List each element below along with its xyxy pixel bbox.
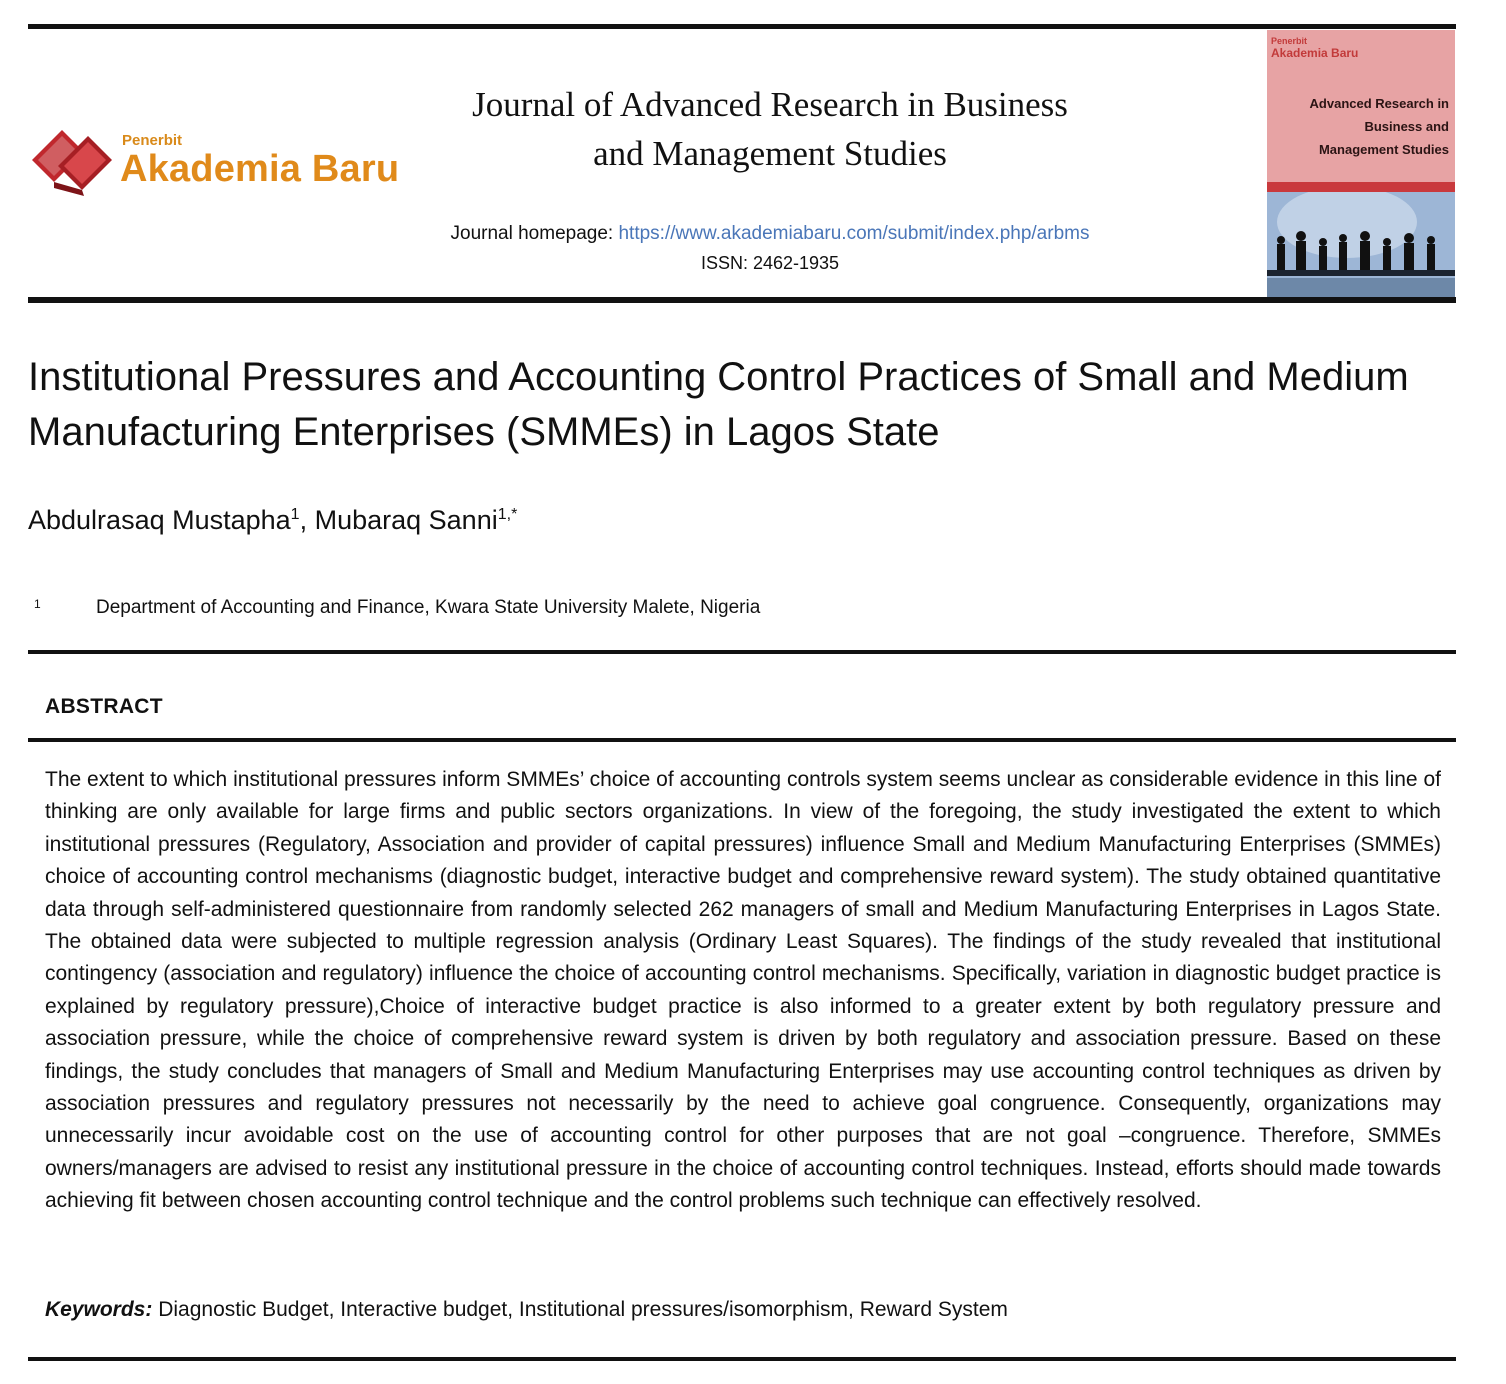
abstract-rule — [28, 738, 1456, 742]
issn: ISSN: 2462-1935 — [700, 253, 840, 273]
journal-title — [370, 80, 1170, 178]
publisher-name: Akademia Baru — [120, 148, 400, 190]
author-affiliation-marker: 1,* — [497, 506, 518, 523]
cover-publisher-logo — [1271, 36, 1358, 60]
cover-title-line1: Advanced Research in — [1309, 96, 1449, 111]
keywords-label: Keywords: — [45, 1298, 153, 1321]
article-title: Institutional Pressures and Accounting Control Practices of Small and Medium Manufacturing Enterprises (SMMEs) in Lagos State — [28, 355, 1409, 454]
publisher-logo — [28, 122, 400, 202]
journal-title-line2: and Management Studies — [593, 134, 947, 173]
cover-title-line2: Business and — [1364, 119, 1449, 134]
book-logo-icon — [28, 126, 118, 198]
cover-title-line3: Management Studies — [1318, 142, 1449, 157]
author-separator: , — [299, 505, 315, 535]
bottom-rule — [28, 1357, 1456, 1361]
header-bottom-rule — [28, 297, 1456, 303]
cover-people-silhouette-icon — [1267, 192, 1455, 298]
author-affiliation-marker: 1 — [290, 506, 300, 523]
abstract-heading: ABSTRACT — [45, 695, 163, 718]
journal-cover-thumbnail — [1267, 30, 1455, 298]
author-name: Mubaraq Sanni — [314, 505, 498, 535]
cover-publisher-name: Akademia Baru — [1271, 46, 1359, 60]
affiliation: Department of Accounting and Finance, Kwara State University Malete, Nigeria — [96, 597, 761, 618]
homepage-label: Journal homepage: — [450, 223, 619, 244]
journal-title-line1: Journal of Advanced Research in Business — [472, 85, 1068, 124]
cover-title — [1310, 92, 1449, 161]
author-list — [28, 505, 517, 536]
affiliation-number: 1 — [34, 597, 41, 611]
publisher-small-label: Penerbit — [122, 132, 183, 149]
keywords — [45, 1298, 1008, 1322]
keywords-list: Diagnostic Budget, Interactive budget, Institutional pressures/isomorphism, Reward System — [152, 1298, 1008, 1321]
cover-image-panel — [1267, 192, 1455, 298]
cover-publisher-small: Penerbit — [1271, 36, 1308, 46]
top-rule — [28, 24, 1456, 29]
cover-stripe — [1267, 182, 1455, 192]
abstract-text: The extent to which institutional pressures inform SMMEs’ choice of accounting controls system seems unclear as considerable evidence in this line of thinking are only available for large firms and public sectors organizations. In view of the foregoing, the study investigated the extent to which institutional pressures (Regulatory, Association and provider of capital pressures) influence Small and Medium Manufacturing Enterprises (SMMEs) choice of accounting control mechanisms (diagnostic budget, interactive budget and comprehensive reward system). The study obtained quantitative data through self-administered questionnaire from randomly selected 262 managers of small and Medium Manufacturing Enterprises in Lagos State. The obtained data were subjected to multiple regression analysis (Ordinary Least Squares). The findings of the study revealed that institutional contingency (association and regulatory) influence the choice of accounting control mechanisms. Specifically, variation in diagnostic budget practice is explained by regulatory pressure),Choice of interactive budget practice is also informed to a greater extent by both regulatory pressure and association pressure, while the choice of comprehensive reward system is driven by both regulatory and association pressure. Based on these findings, the study concludes that managers of Small and Medium Manufacturing Enterprises may use accounting control techniques as driven by association pressures and regulatory pressures not necessarily by the need to achieve goal congruence. Consequently, organizations may unnecessarily incur avoidable cost on the use of accounting control for other purposes that are not goal –congruence. Therefore, SMMEs owners/managers are advised to resist any institutional pressure in the choice of accounting control techniques. Instead, efforts should made towards achieving fit between chosen accounting control technique and the control problems such technique can effectively resolved. — [45, 768, 1441, 1213]
homepage-link[interactable]: https://www.akademiabaru.com/submit/index.php/arbms — [618, 223, 1090, 244]
affiliation-rule — [28, 650, 1456, 654]
author-name: Abdulrasaq Mustapha — [28, 505, 291, 535]
journal-homepage — [370, 223, 1170, 245]
